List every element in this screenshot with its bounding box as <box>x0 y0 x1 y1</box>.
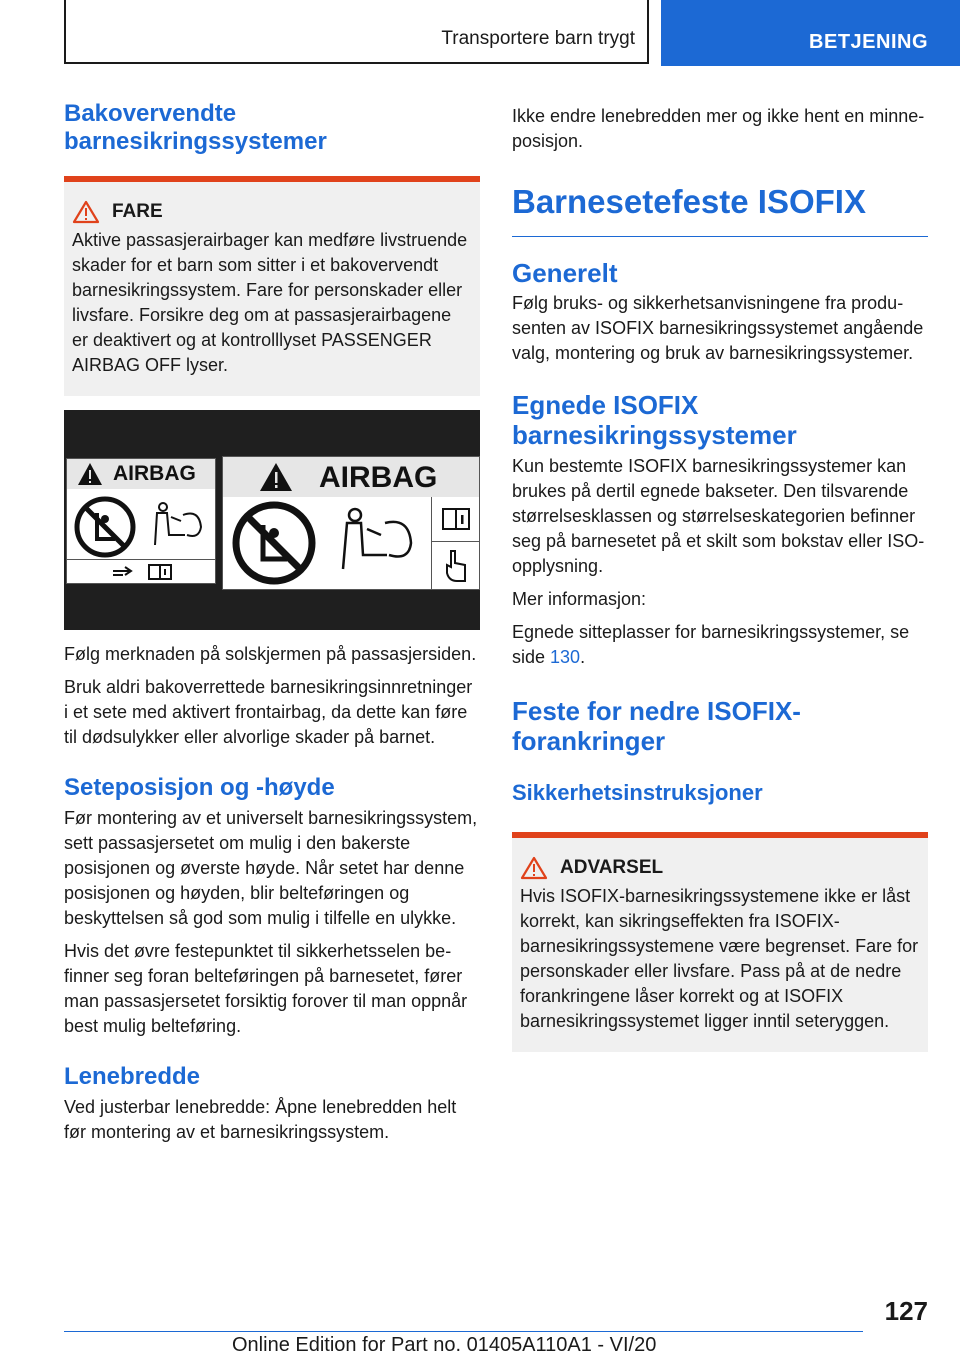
heading-seteposisjon: Seteposisjon og -høyde <box>64 774 335 801</box>
para-ikke-endre: Ikke endre lenebredden mer og ikke hent en minne-posisjon. <box>512 106 925 151</box>
warning-fare <box>64 176 480 396</box>
para-montering: Før montering av et universelt barnesikringssystem, sett passasjersetet om mulig i den bakerste posisjonen og øverste høyde. Når setet har denne posisjonen og høyden, blir belteføringen og beskyttelsen så god som mulig i tilfelle en ulykke. <box>64 808 478 928</box>
pointing-hand-icon <box>111 563 137 581</box>
warning-triangle-icon <box>520 856 548 880</box>
heading-generelt: Generelt <box>512 258 618 288</box>
para-festepunkt: Hvis det øvre festepunktet til sikkerhetsselen befinner seg foran belteføringen på barnesetet, fører man passasjersetet forsiktig forover til man oppnår best mulig belteføring. <box>64 941 468 1036</box>
airbag-label-small-text: AIRBAG <box>113 462 196 485</box>
hand-press-icon <box>441 547 471 583</box>
seat-airbag-icon <box>143 495 211 559</box>
para-mer-informasjon: Mer informasjon: <box>512 589 647 609</box>
heading-egnede: Egnede ISOFIX barnesikringssystemer <box>512 390 797 450</box>
manual-icon <box>147 563 173 581</box>
header-section-title: Transportere barn trygt <box>441 28 635 49</box>
heading-feste: Feste for nedre ISOFIX-forankringer <box>512 696 801 756</box>
para-sitteplasser-end: . <box>580 647 586 667</box>
heading-lenebredde: Lenebredde <box>64 1063 201 1090</box>
airbag-label-large-text: AIRBAG <box>319 461 438 494</box>
heading-bakovervendte: Bakovervendte barnesikringssystemer <box>64 100 327 155</box>
warning-advarsel <box>512 832 928 1052</box>
airbag-label-small <box>66 458 216 584</box>
airbag-warning-icon <box>77 462 103 486</box>
airbag-label-large <box>222 456 480 590</box>
header-section <box>64 0 649 64</box>
para-solskjerm: Følg merknaden på solskjermen på passasjersiden. <box>64 644 477 664</box>
para-lenebredde: Ved justerbar lenebredde: Åpne lenebredden helt før montering av et barnesikringssystem. <box>64 1097 457 1142</box>
airbag-large-warning-icon <box>259 462 293 492</box>
page-link-130[interactable]: 130 <box>550 647 581 667</box>
no-child-seat-large-icon <box>227 499 321 587</box>
title-barnesetefeste: Barnesetefeste ISOFIX <box>512 182 928 237</box>
warning-title: ADVARSEL <box>560 857 664 878</box>
header-chapter[interactable] <box>661 0 960 66</box>
manual-large-icon <box>441 507 471 531</box>
para-generelt: Følg bruks- og sikkerhetsanvisningene fra produsenten av ISOFIX barnesikringssystemet angående valg, montering og bruk av barnesikringssystemer. <box>512 293 924 363</box>
right-column <box>512 100 928 1052</box>
warning-text: Aktive passasjerairbager kan medføre livstruende skader for et barn som sitter i et bakovervendt barnesikringssystem. Fare for personskader eller livsfare. Forsikre deg om at passasjerairbagene er deaktivert og at kontrolllyset PASSENGER AIRBAG OFF lyser. <box>72 230 468 375</box>
footer-edition: Online Edition for Part no. 01405A110A1 - VI/20 <box>232 1334 657 1356</box>
heading-sikkerhetsinstruksjoner: Sikkerhetsinstruksjoner <box>512 780 763 805</box>
airbag-label-image <box>64 410 480 630</box>
footer-divider <box>64 1331 863 1332</box>
para-sitteplasser <box>512 620 928 670</box>
page-number: 127 <box>884 1296 928 1326</box>
para-egnede: Kun bestemte ISOFIX barnesikringssystemer kan brukes på dertil egnede bakseter. Den tilsvarende størrelsesklassen og størrelseskategorien befinner seg på barnesetet på et skilt som bokstav eller ISO-opplysning. <box>512 456 925 576</box>
warning-text: Hvis ISOFIX-barnesikringssystemene ikke er låst korrekt, kan sikringseffekten fra ISOFIX-barnesikringssystemene være begrenset. Fare for personskader eller livsfare. Pass på at de nedre forankringene låser korrekt og at ISOFIX barnesikringssystemet ligger inntil seteryggen. <box>520 886 919 1031</box>
para-bruk-aldri: Bruk aldri bakoverrettede barnesikringsinnretninger i et sete med aktivert frontairbag, da dette kan føre til dødsulykker eller alvorlige skader på barnet. <box>64 677 473 747</box>
no-child-seat-icon <box>71 495 139 559</box>
para-sitteplasser-text: Egnede sitteplasser for barnesikringssystemer, se side <box>512 622 910 667</box>
warning-triangle-icon <box>72 200 100 224</box>
left-column <box>64 100 480 1145</box>
header-chapter-title: BETJENING <box>809 31 928 53</box>
warning-title: FARE <box>112 201 163 222</box>
seat-airbag-large-icon <box>327 499 427 587</box>
